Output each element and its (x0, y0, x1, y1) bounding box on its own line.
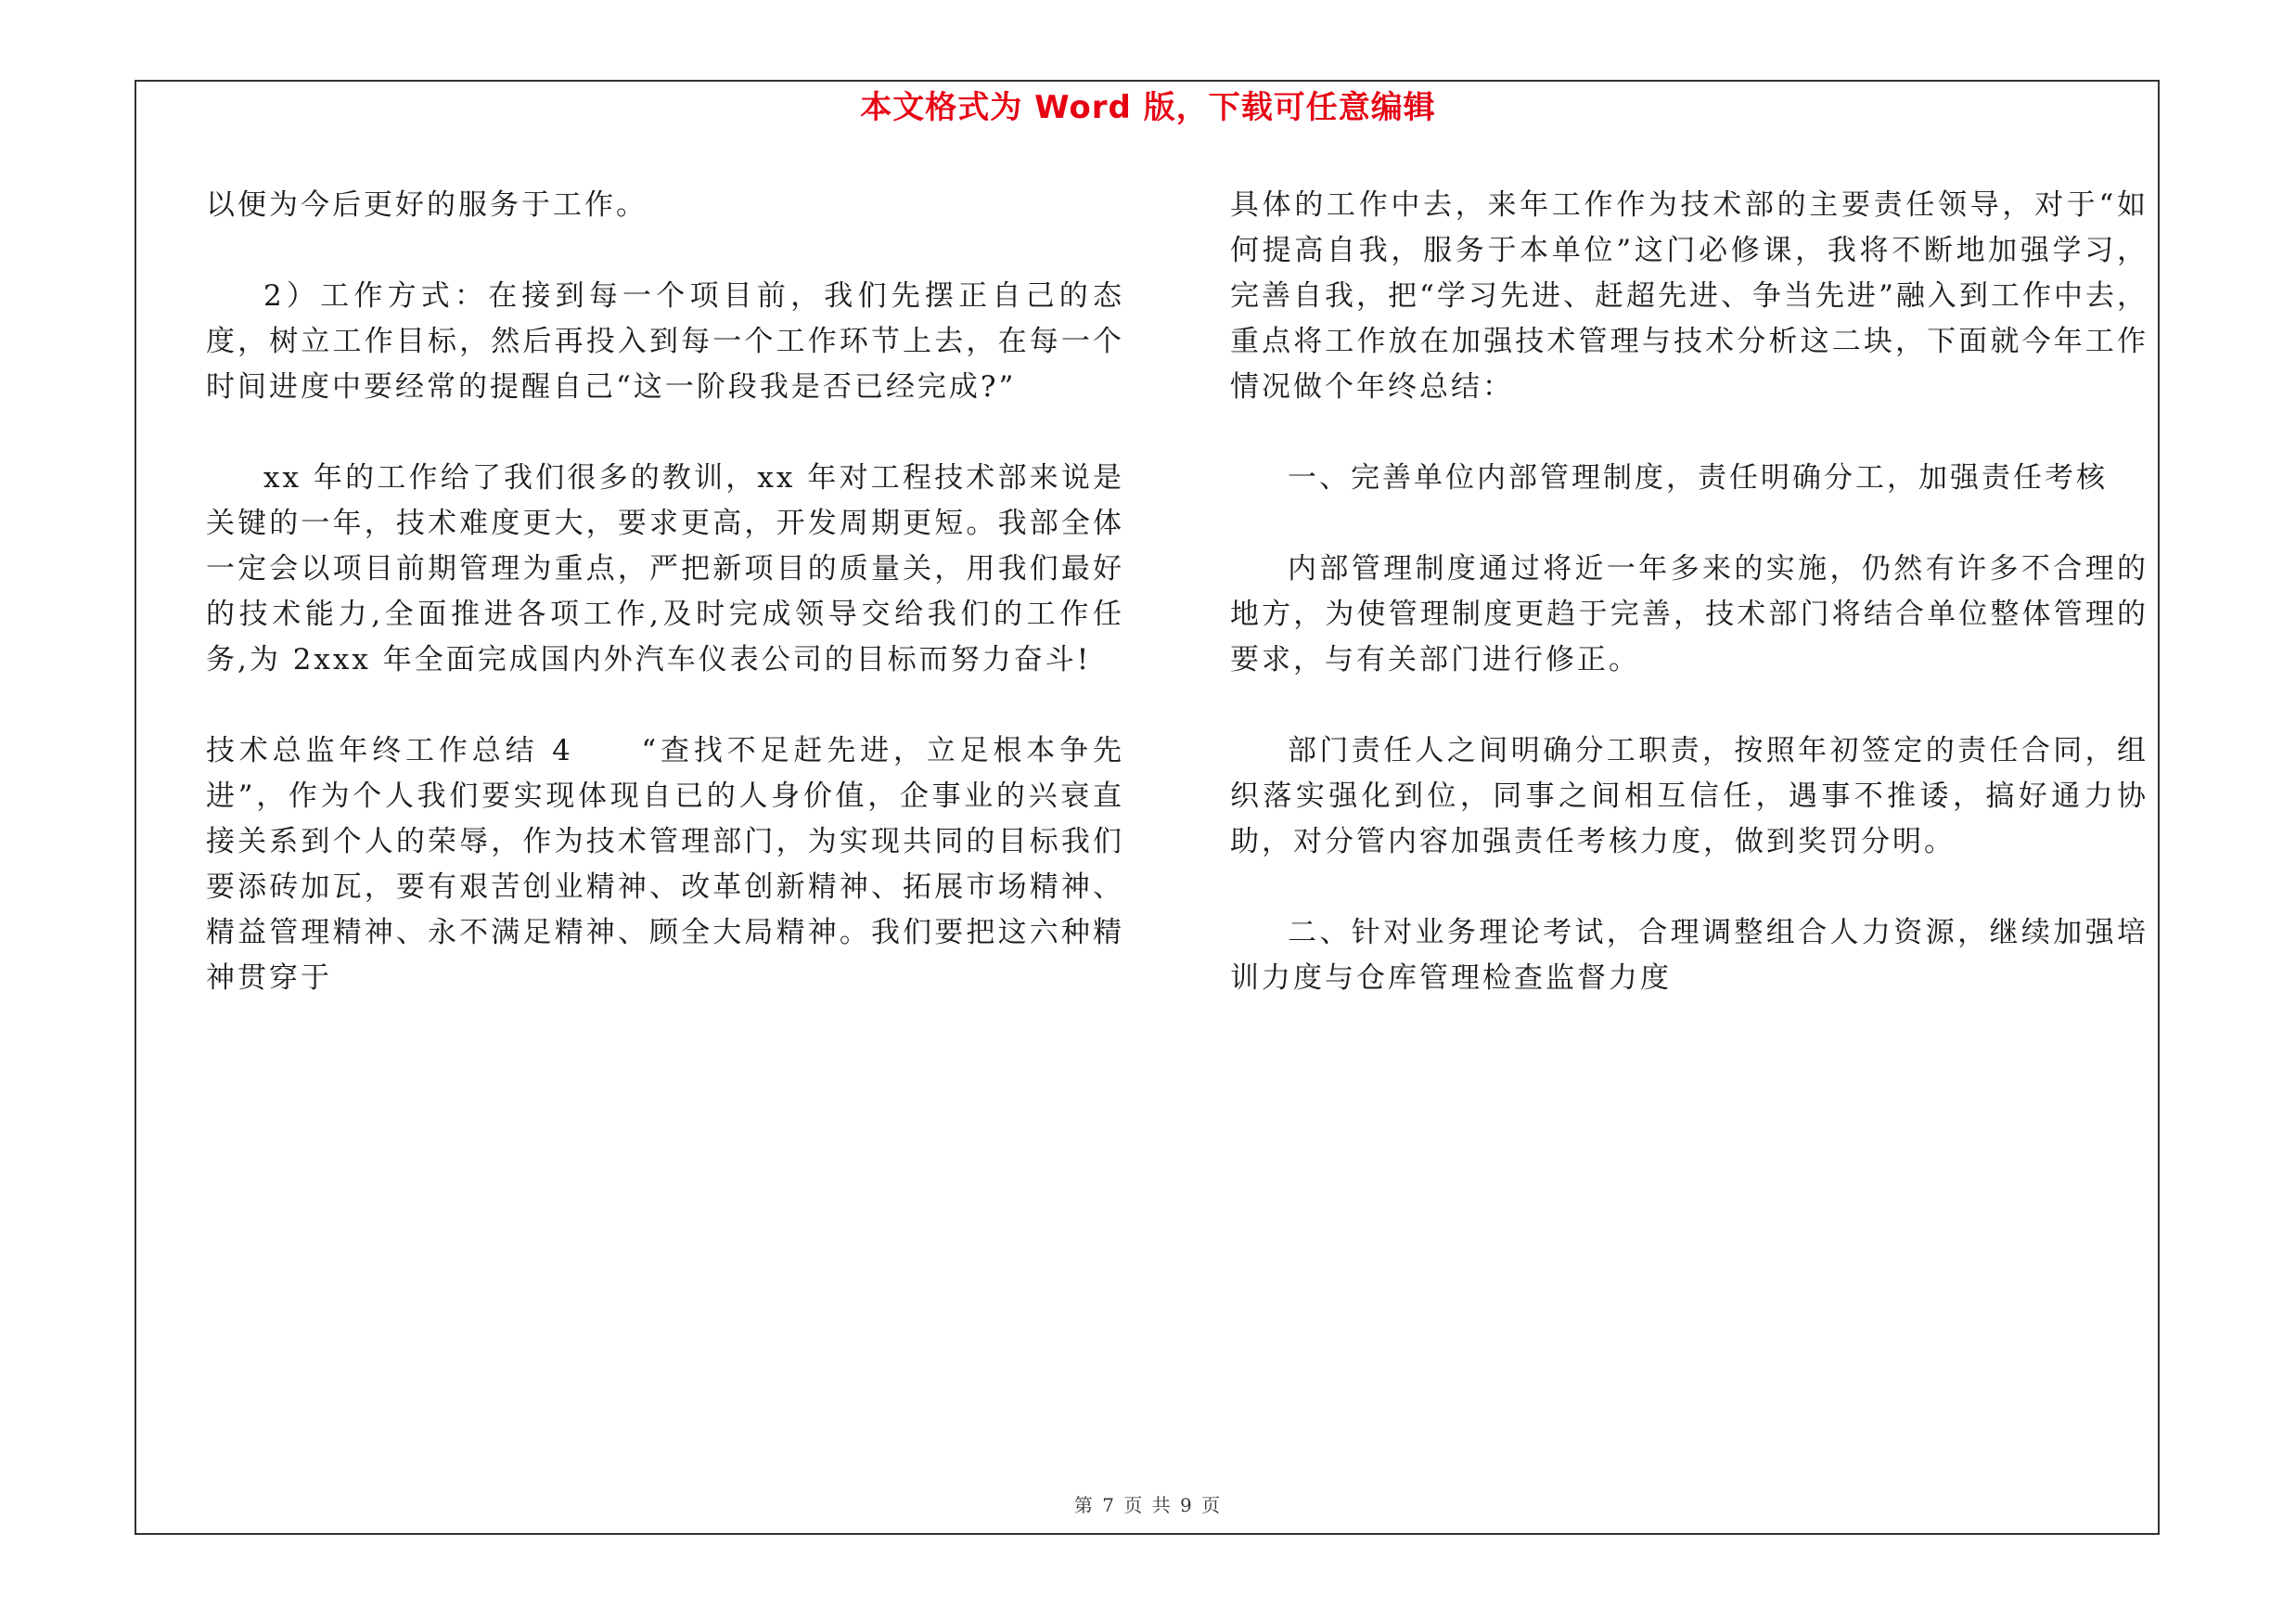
edit-notice-banner: 本文格式为 Word 版，下载可任意编辑 (860, 89, 1436, 126)
paragraph: 2）工作方式：在接到每一个项目前，我们先摆正自己的态度，树立工作目标，然后再投入到每一个工作环节上去，在每一个时间进度中要经常的提醒自己“这一阶段我是否已经完成?” (206, 279, 1124, 404)
paragraph: 部门责任人之间明确分工职责，按照年初签定的责任合同，组织落实强化到位，同事之间相互信任，遇事不推诿，搞好通力协助，对分管内容加强责任考核力度，做到奖罚分明。 (1230, 734, 2148, 858)
paragraph: 以便为今后更好的服务于工作。 (206, 188, 648, 222)
left-column (206, 183, 1124, 1001)
paragraph: 具体的工作中去，来年工作作为技术部的主要责任领导，对于“如何提高自我，服务于本单位”这门必修课，我将不断地加强学习，完善自我，把“学习先进、赶超先进、争当先进”融入到工作中去，重点将工作放在加强技术管理与技术分析这二块，下面就今年工作情况做个年终总结： (1230, 188, 2148, 404)
paragraph: 内部管理制度通过将近一年多来的实施，仍然有许多不合理的地方，为使管理制度更趋于完善，技术部门将结合单位整体管理的要求，与有关部门进行修正。 (1230, 552, 2148, 676)
paragraph: xx 年的工作给了我们很多的教训，xx 年对工程技术部来说是关键的一年，技术难度更大，要求更高，开发周期更短。我部全体一定会以项目前期管理为重点，严把新项目的质量关，用我们最好的技术能力,全面推进各项工作,及时完成领导交给我们的工作任务,为 2xxx 年全面完成国内外汽车仪表公司的目标而努力奋斗! (206, 461, 1124, 676)
section-heading: 二、针对业务理论考试，合理调整组合人力资源，继续加强培训力度与仓库管理检查监督力度 (1230, 916, 2148, 995)
section-heading: 一、完善单位内部管理制度，责任明确分工，加强责任考核 (1288, 461, 2108, 495)
page-number: 第 7 页 共 9 页 (1073, 1494, 1223, 1516)
paragraph: 技术总监年终工作总结 4 “查找不足赶先进，立足根本争先进”，作为个人我们要实现体现自已的人身价值，企事业的兴衰直接关系到个人的荣辱，作为技术管理部门，为实现共同的目标我们要添砖加瓦，要有艰苦创业精神、改革创新精神、拓展市场精神、精益管理精神、永不满足精神、顾全大局精神。我们要把这六种精神贯穿于 (206, 734, 1124, 995)
right-column (1230, 183, 2148, 1001)
